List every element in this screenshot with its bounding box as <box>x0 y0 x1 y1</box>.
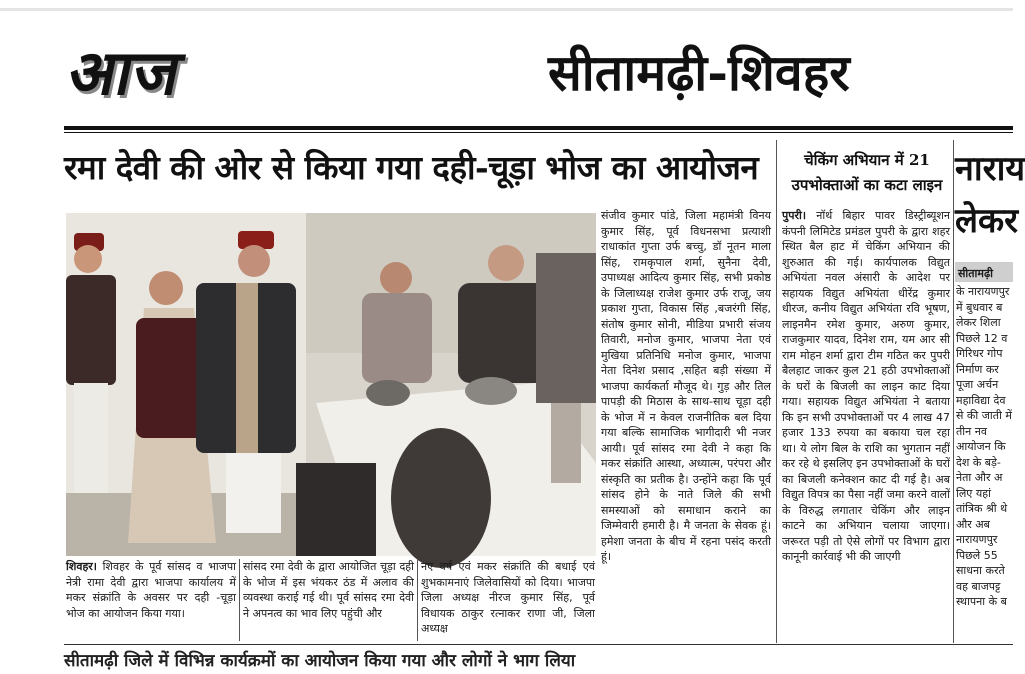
article-photo <box>66 213 596 556</box>
photo-illustration <box>66 213 596 556</box>
article-column-2: सांसद रमा देवी के द्वारा आयोजित चूड़ा दही के भोज में इस भंयकर ठंड में अलाव की व्यवस्था कराई गई थी। पूर्व सांसद रमा देवी ने अपनत्व का भाव लिए पहुंची और <box>243 560 414 620</box>
caption-text: शिवहर के पूर्व सांसद व भाजपा नेत्री रामा देवी द्वारा भाजपा कार्यालय में मकर संक्रांति के अवसर पर दही -चूड़ा भोज का आयोजन किया गया। <box>66 560 236 620</box>
bottom-rule <box>64 644 1013 645</box>
cutoff-headline-line2: लेकर <box>955 201 1019 241</box>
column-separator <box>417 559 418 641</box>
newspaper-logo: आज <box>62 36 190 109</box>
article-column-right: संजीव कुमार पांडे, जिला महामंत्री विनय कुमार सिंह, पूर्व विधनसभा प्रत्याशी राधाकांत गुप्ता उर्फ बच्चु, डॉ नूतन माला सिंह, रामकृपाल शर्मा, सुनैना देवी, उपाध्यक्ष आदित्य कुमार सिंह, सभी प्रकोष्ठ के जिलाध्यक्ष राजेश कुमार उर्फ राजू, जय प्रकाश गुप्ता, विकास सिंह ,बजरंगी सिंह, संतोष कुमार सोनी, मीडिया प्रभारी संजय तिवारी, मनोज कुमार, भाजपा नेता एवं मुखिया प्रतिनिधि मनोज कुमार, भाजपा नेता दिनेश प्रसाद ,सहित बड़ी संख्या में भाजपा कार्यकर्ता मौजूद थे। गुड़ और तिल पापड़ी की मिठास के साथ-साथ चूड़ा दही के भोज में न केवल राजनीतिक बल दिया गया बल्कि सामाजिक भागीदारी भी नजर आयी। पूर्व सांसद रमा देवी ने कहा कि मकर संक्रांति आस्था, अध्यात्म, परंपरा और संस्कृति का प्रतीक है। उन्होंने कहा कि पूर्व सांसद होने के नाते जिले की सभी समस्याओं को समाधान कराने का जिम्मेवारी हमारी है। मै जनता के सेवक हूं। हमेशा जनता के बीच में रहना पसंद करती हूं। <box>601 209 771 563</box>
header-rule <box>64 126 1013 130</box>
cutoff-body: के नारायणपुर में बुधवार ब लेकर शिला पिछले 12 व गिरिधर गोप निर्माण कर पूजा अर्चन महाविद्या देव से की जाती में तीन नव आयोजन कि देश के बड़े- नेता और अ लिए यहां तांत्रिक श्री थे और अब नारायणपुर पिछले 55 साधना करते वह बाजपट्ट स्थापना के ब <box>956 285 1012 608</box>
top-edge-line <box>0 8 1013 11</box>
article-column-3: नए वर्ष एवं मकर संक्रांति की बधाई एवं शुभकामनाएं जिलेवासियों को दिया। भाजपा जिला अध्यक्ष नीरज कुमार सिंह, पूर्व विधायक ठाकुर रत्नाकर राणा जी, जिला अध्यक्ष <box>421 560 595 635</box>
column-separator <box>776 140 777 643</box>
column-separator <box>953 140 954 643</box>
page-title: सीतामढ़ी-शिवहर <box>548 43 850 102</box>
side-article-body <box>782 208 950 641</box>
side-body-text: नॉर्थ बिहार पावर डिस्ट्रीब्यूशन कंपनी लिमिटेड प्रमंडल पुपरी के द्वारा शहर स्थित बैल हाट में चेकिंग अभियान की शुरुआत की गई। कार्यपालक विद्युत अभियंता नवल अंसारी के आदेश पर सहायक विद्युत अभियंता धीरेंद्र कुमार धीरज, कनीय विद्युत अभियंता रवि भूषण, लाइनमैन रमेश कुमार, अरुण कुमार, राजकुमार यादव, दिनेश राम, यम आर सी राम मोहन शर्मा द्वारा टीम गठित कर पुपरी बैलहाट जाकर कुल 21 हठी उपभोक्ताओं के घरों के बिजली का लाइन काट दिया गया। सहायक विद्युत अभियंता ने बताया कि इन सभी उपभोक्ताओं पर 4 लाख 47 हजार 133 रुपया का बकाया चल रहा था। ये लोग बिल के राशि का भुगतान नहीं कर रहे थे इसलिए इन उपभोक्ताओं के घरों का बिजली कनेक्शन काट दी गई है। अब विद्युत विपत्र का पैसा नहीं जमा करने वालों के विरुद्ध लगातार चेकिंग और लाइन काटने का अभियान चलाया जाएगा। जरूरत पड़ी तो ऐसे लोगों पर विभाग द्वारा कानूनी कार्रवाई भी की जाएगी <box>782 209 951 563</box>
main-headline: रमा देवी की ओर से किया गया दही-चूड़ा भोज का आयोजन <box>64 148 759 187</box>
header-rule-thin <box>64 132 1013 133</box>
side-dateline: पुपरी। <box>782 209 807 222</box>
cutoff-headline-line1: नाराय <box>955 149 1025 189</box>
column-separator <box>239 559 240 641</box>
photo-caption <box>66 559 236 641</box>
next-headline-strip: सीतामढ़ी जिले में विभिन्न कार्यक्रमों का आयोजन किया गया और लोगों ने भाग लिया <box>64 651 576 671</box>
side-headline: चेकिंग अभियान में 21 उपभोक्ताओं का कटा लाइन <box>791 151 943 194</box>
cutoff-dateline: सीतामढ़ी <box>958 267 994 280</box>
caption-dateline: शिवहर। <box>66 560 97 573</box>
cutoff-headline <box>955 143 1025 247</box>
cutoff-dateline-box <box>955 262 1013 282</box>
